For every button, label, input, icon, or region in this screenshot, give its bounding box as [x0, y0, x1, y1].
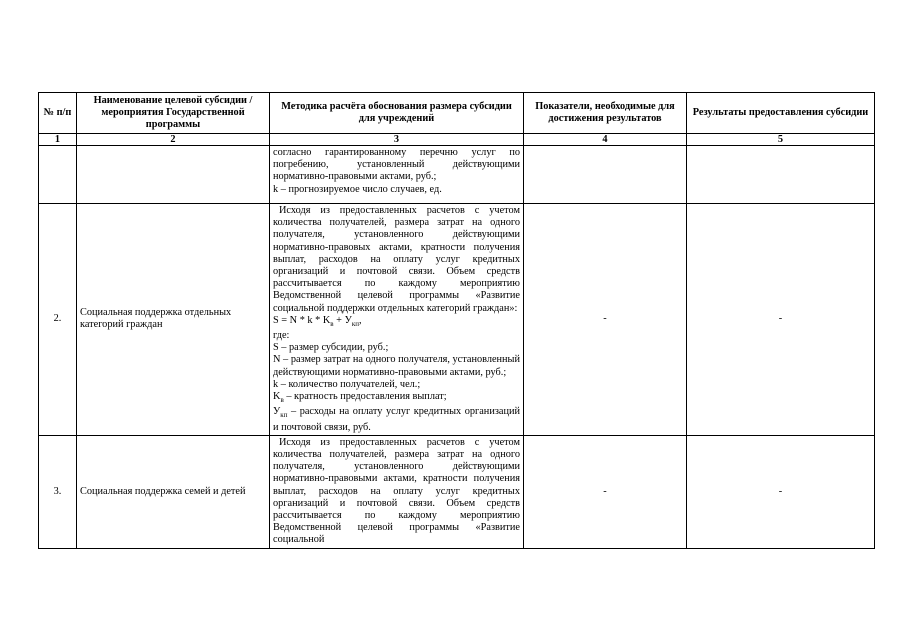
- method-intro: Исходя из предоставленных расчетов с учетом количества получателей, размера затрат на одного получателя, установленного действующими нормативно-правовых актами, кратности получения выплат, расходов на оплату услуг кредитных организаций и почтовой связи. Объем средств рассчитывается по каждому мероприятию Ведомственной целевой программы «Развитие социальной поддержки отдельных категорий граждан»:: [273, 205, 520, 314]
- column-number: 3: [270, 134, 524, 146]
- header-results: Результаты предоставления субсидии: [687, 93, 875, 134]
- column-number: 5: [687, 134, 875, 146]
- method-cell: [270, 204, 524, 436]
- indicators-cell: [524, 146, 687, 204]
- definition: $У_{кп}$ – расходы на оплату услуг кредитных организаций и почтовой связи, руб.: [273, 406, 520, 433]
- column-number: 4: [524, 134, 687, 146]
- subsidy-table: [38, 92, 875, 549]
- row-number: 3.: [39, 435, 77, 548]
- method-text: согласно гарантированному перечню услуг по погребению, установленный действующими нормативно-правовыми актами, руб.;: [273, 147, 520, 183]
- header-row: [39, 93, 875, 134]
- indicators-value: -: [524, 204, 687, 436]
- header-number: № п/п: [39, 93, 77, 134]
- definition: S – размер субсидии, руб.;: [273, 342, 389, 354]
- definition: N – размер затрат на одного получателя, установленный действующими нормативно-правовыми актами, руб.;: [273, 354, 520, 378]
- results-cell: [687, 146, 875, 204]
- where-label: где:: [273, 330, 290, 342]
- formula: $S = N * k * K_в + У_{кп}$,: [273, 314, 362, 328]
- subsidy-name: Социальная поддержка семей и детей: [77, 435, 270, 548]
- row-number: 2.: [39, 204, 77, 436]
- table-row: [39, 204, 875, 436]
- row-number-cell: [39, 146, 77, 204]
- results-value: -: [687, 435, 875, 548]
- definition: $K_в$ – кратность предоставления выплат;: [273, 391, 447, 405]
- definition: k – количество получателей, чел.;: [273, 378, 421, 390]
- column-number: 1: [39, 134, 77, 146]
- table-row: [39, 146, 875, 204]
- method-cell: [270, 146, 524, 204]
- subsidy-name-cell: [77, 146, 270, 204]
- indicators-value: -: [524, 435, 687, 548]
- header-indicators: Показатели, необходимые для достижения результатов: [524, 93, 687, 134]
- table-row: [39, 435, 875, 548]
- column-number: 2: [77, 134, 270, 146]
- method-cell: [270, 435, 524, 548]
- subsidy-name: Социальная поддержка отдельных категорий граждан: [77, 204, 270, 436]
- header-subsidy-name: Наименование целевой субсидии /мероприятия Государственной программы: [77, 93, 270, 134]
- column-number-row: [39, 134, 875, 146]
- method-text: k – прогнозируемое число случаев, ед.: [273, 183, 442, 195]
- results-value: -: [687, 204, 875, 436]
- method-intro: Исходя из предоставленных расчетов с учетом количества получателей, размера затрат на одного получателя, установленного действующими нормативно-правовыми актами, кратности получения выплат, расходов на оплату услуг кредитных организаций и почтовой связи. Объем средств рассчитывается по каждому мероприятию Ведомственной целевой программы «Развитие социальной: [273, 436, 520, 546]
- header-method: Методика расчёта обоснования размера субсидии для учреждений: [270, 93, 524, 134]
